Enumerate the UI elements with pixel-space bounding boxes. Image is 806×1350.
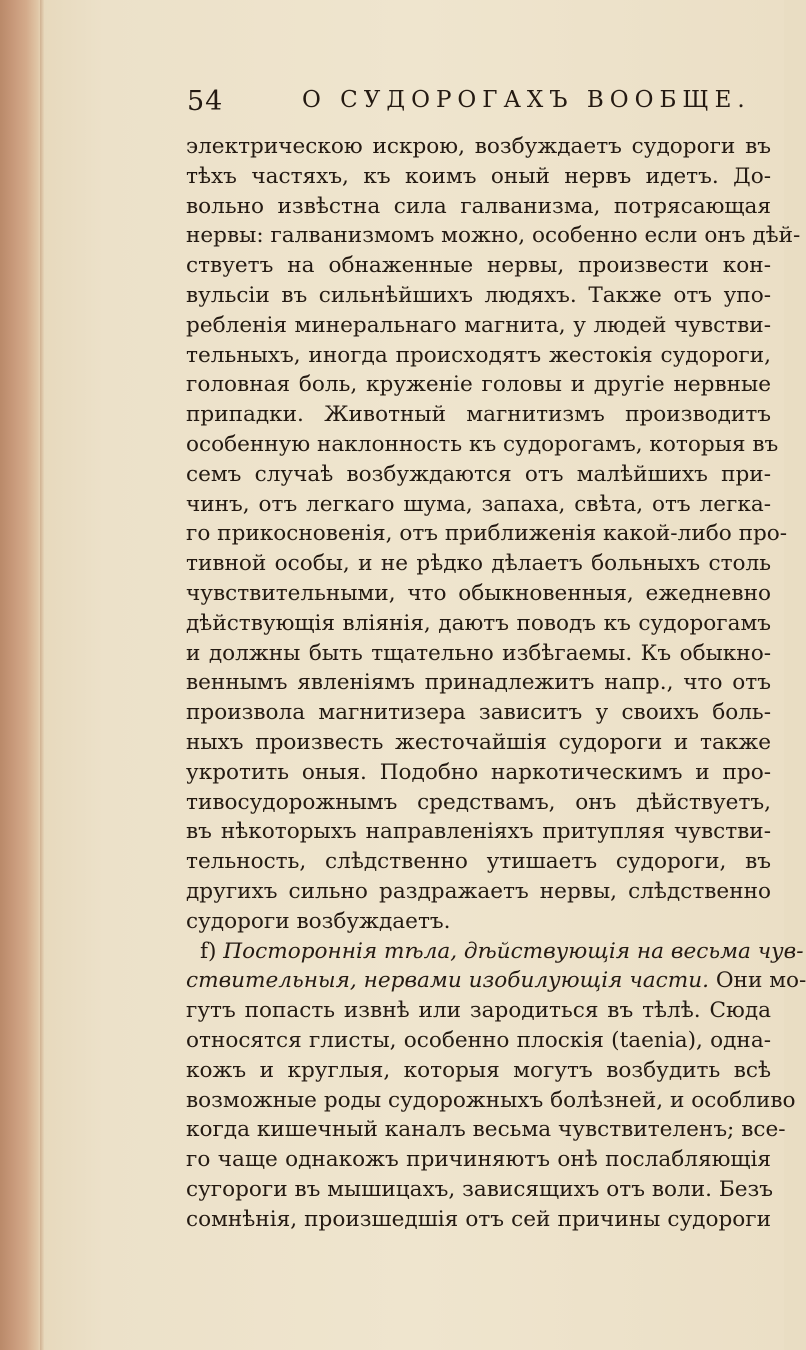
text-line: веннымъ явленіямъ принадлежитъ напр., что отъ [186,670,771,696]
text-line: припадки. Животный магнитизмъ производитъ [186,402,771,428]
italic-heading: ствительныя, нервами изобилующія части. [186,968,709,994]
paragraph-f-second-line [186,966,806,996]
text-line: возможные роды судорожныхъ болѣзней, и особливо [186,1087,796,1113]
text-line: го прикосновенія, отъ приближенія какой-либо про- [186,521,788,547]
text-line: произвола магнитизера зависитъ у своихъ боль- [186,700,771,726]
paragraph-marker: f) [200,938,217,964]
book-spine-shadow [0,0,44,1350]
text-line: судороги возбуждаетъ. [186,908,451,934]
text-line: тѣхъ частяхъ, къ коимъ оный нервъ идетъ. До- [186,163,771,189]
text-line: ребленія минеральнаго магнита, у людей чувстви- [186,312,771,338]
text-line: когда кишечный каналъ весьма чувствителенъ; все- [186,1117,786,1143]
text-line: кожъ и круглыя, которыя могутъ возбудить всѣ [186,1057,771,1083]
text-line: въ нѣкоторыхъ направленіяхъ притупляя чувстви- [186,819,771,845]
text-line: дѣйствующія вліянія, даютъ поводъ къ судорогамъ [186,610,771,636]
text-line: чувствительными, что обыкновенныя, ежедневно [186,580,771,606]
body-text [186,132,806,1234]
page-header [142,86,762,126]
text-line: сугороги въ мышицахъ, зависящихъ отъ воли. Безъ [186,1176,773,1202]
text-line: вольно извѣстна сила галванизма, потрясающая [186,193,771,219]
text-line: особенную наклонность къ судорогамъ, которыя въ [186,431,779,457]
text-line: тельныхъ, иногда происходятъ жестокія судороги, [186,342,771,368]
text-line: относятся глисты, особенно плоскія (taenia), одна- [186,1027,771,1053]
text-fragment: Они мо- [708,968,806,994]
page-number: 54 [187,86,224,117]
text-line: тельность, слѣдственно утишаетъ судороги, въ [186,849,771,875]
paragraph-f-first-line [186,937,804,967]
text-line: тивосудорожнымъ средствамъ, онъ дѣйствуетъ, [186,789,771,815]
text-line: ствуетъ на обнаженные нервы, произвести кон- [186,253,771,279]
text-line: чинъ, отъ легкаго шума, запаха, свѣта, отъ легка- [186,491,771,517]
text-line: гутъ попасть извнѣ или зародиться въ тѣлѣ. Сюда [186,998,771,1024]
text-line: ныхъ произвесть жесточайшія судороги и также [186,729,771,755]
text-line: и должны быть тщательно избѣгаемы. Къ обыкно- [186,640,771,666]
running-title: О СУДОРОГАХЪ ВООБЩЕ. [302,87,751,113]
text-line: семъ случаѣ возбуждаются отъ малѣйшихъ при- [186,461,771,487]
text-line: укротить оныя. Подобно наркотическимъ и про- [186,759,771,785]
text-line: электрическою искрою, возбуждаетъ судороги въ [186,134,771,159]
text-line: тивной особы, и не рѣдко дѣлаетъ больныхъ столь [186,551,771,577]
text-line: нервы: галванизмомъ можно, особенно если онъ дѣй- [186,223,801,249]
text-line: головная боль, круженіе головы и другіе нервные [186,372,771,398]
text-line: го чаще однакожъ причиняютъ онѣ послабляющія [186,1147,771,1173]
text-line: сомнѣнія, произшедшія отъ сей причины судороги [186,1206,771,1232]
text-line: вульсіи въ сильнѣйшихъ людяхъ. Также отъ упо- [186,282,771,308]
italic-heading: Постороннія тѣла, дѣйствующія на весьма чув- [223,938,804,964]
text-line: другихъ сильно раздражаетъ нервы, слѣдственно [186,878,771,904]
